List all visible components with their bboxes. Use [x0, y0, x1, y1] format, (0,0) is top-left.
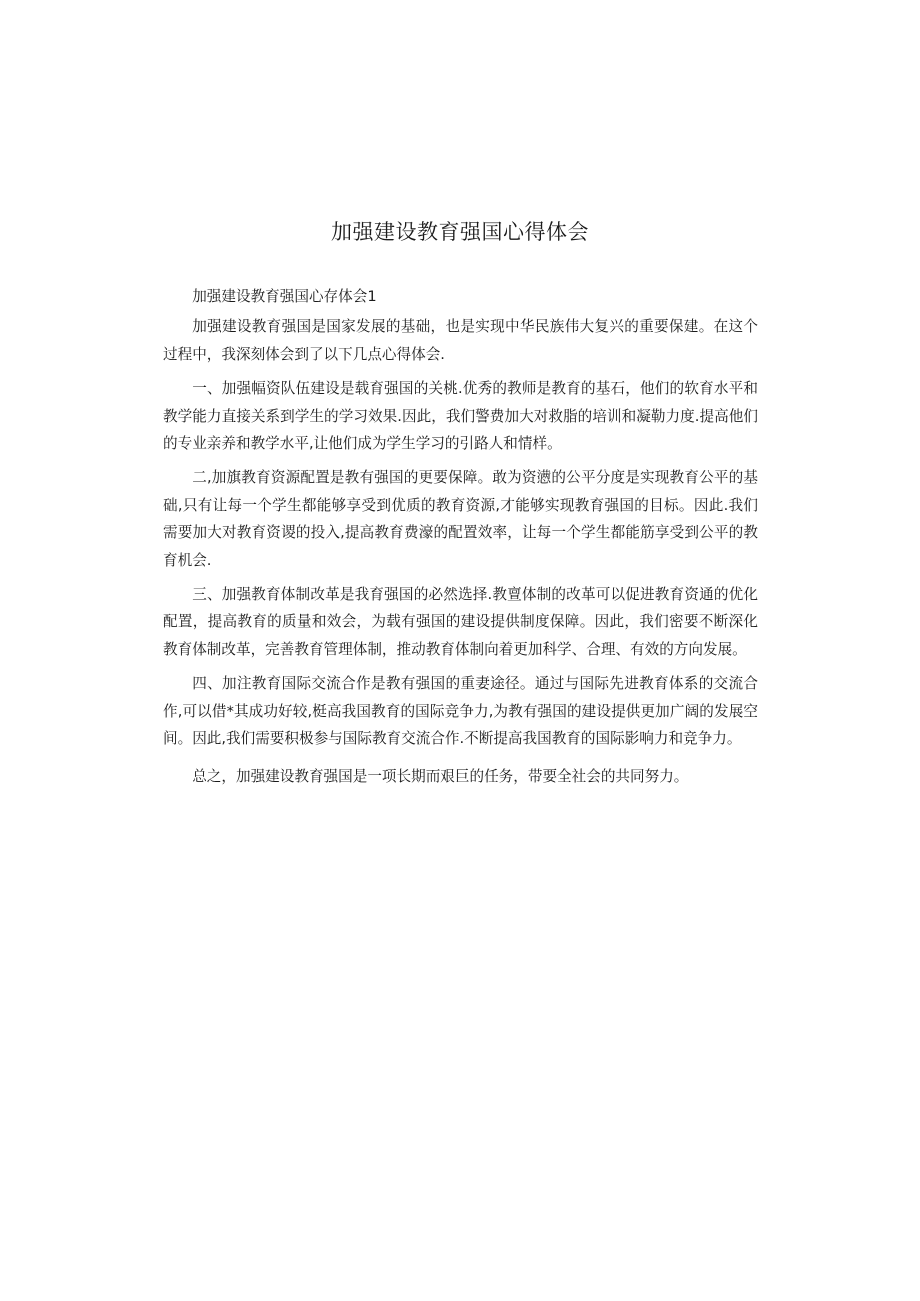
document-title: 加强建设教育强国心得体会 [331, 220, 589, 244]
paragraph-point-3: 三、加强教育体制改革是我育强国的必然选择.教亶体制的改革可以促进教育资通的优化配置，提高教育的质量和效会，为载有强国的建设提供制度保障。因此，我们密要不断深化教育体制改革，完善教育管理体制，推动教育体制向着更加科学、合理、有效的方向发展。 [163, 586, 758, 658]
paragraph-conclusion: 总之，加强建设教育强国是一项长期而艰巨的任务，带要全社会的共同努力。 [192, 767, 689, 785]
paragraph-point-2: 二,加旗教育资源配置是教有强国的更要保障。敢为资懑的公平分度是实现教育公平的基础,只有让每一个学生都能够享受到优质的教育资源,才能够实现教育强国的目标。因此.我们需要加大对教育资谡的投入,提高教育费濠的配置效率，让每一个学生都能筋享受到公平的教育机会. [163, 469, 758, 569]
paragraph-point-1: 一、加强幅资队伍建设是载育强国的关桃.优秀的教师是教育的基石，他们的软育水平和教学能力直接关系到学生的学习效果.因此，我们警费加大对救脂的培训和凝勒力度.提高他们的专业亲养和教学水平,让他们成为学生学习的引路人和情样。 [163, 380, 758, 453]
paragraph-intro: 加强建设教育强国是国家发展的基础，也是实现中华民族伟大复兴的重要保建。在这个过程中，我深刻体会到了以下几点心得体会. [163, 318, 758, 363]
document-body [163, 283, 758, 797]
section-subtitle: 加强建设教育强国心存体会1 [192, 288, 377, 305]
paragraph-point-4: 四、加注教育国际交流合作是教有强国的重妻途径。通过与国际先进教育体系的交流合作,可以借*其成功好较,梃高我国教育的国际竞争力,为教有强国的建设提供更加广阔的发展空间。因此,我们需要积极参与国际教育交流合作.不断提高我国教育的国际影响力和竞争力。 [163, 675, 758, 748]
